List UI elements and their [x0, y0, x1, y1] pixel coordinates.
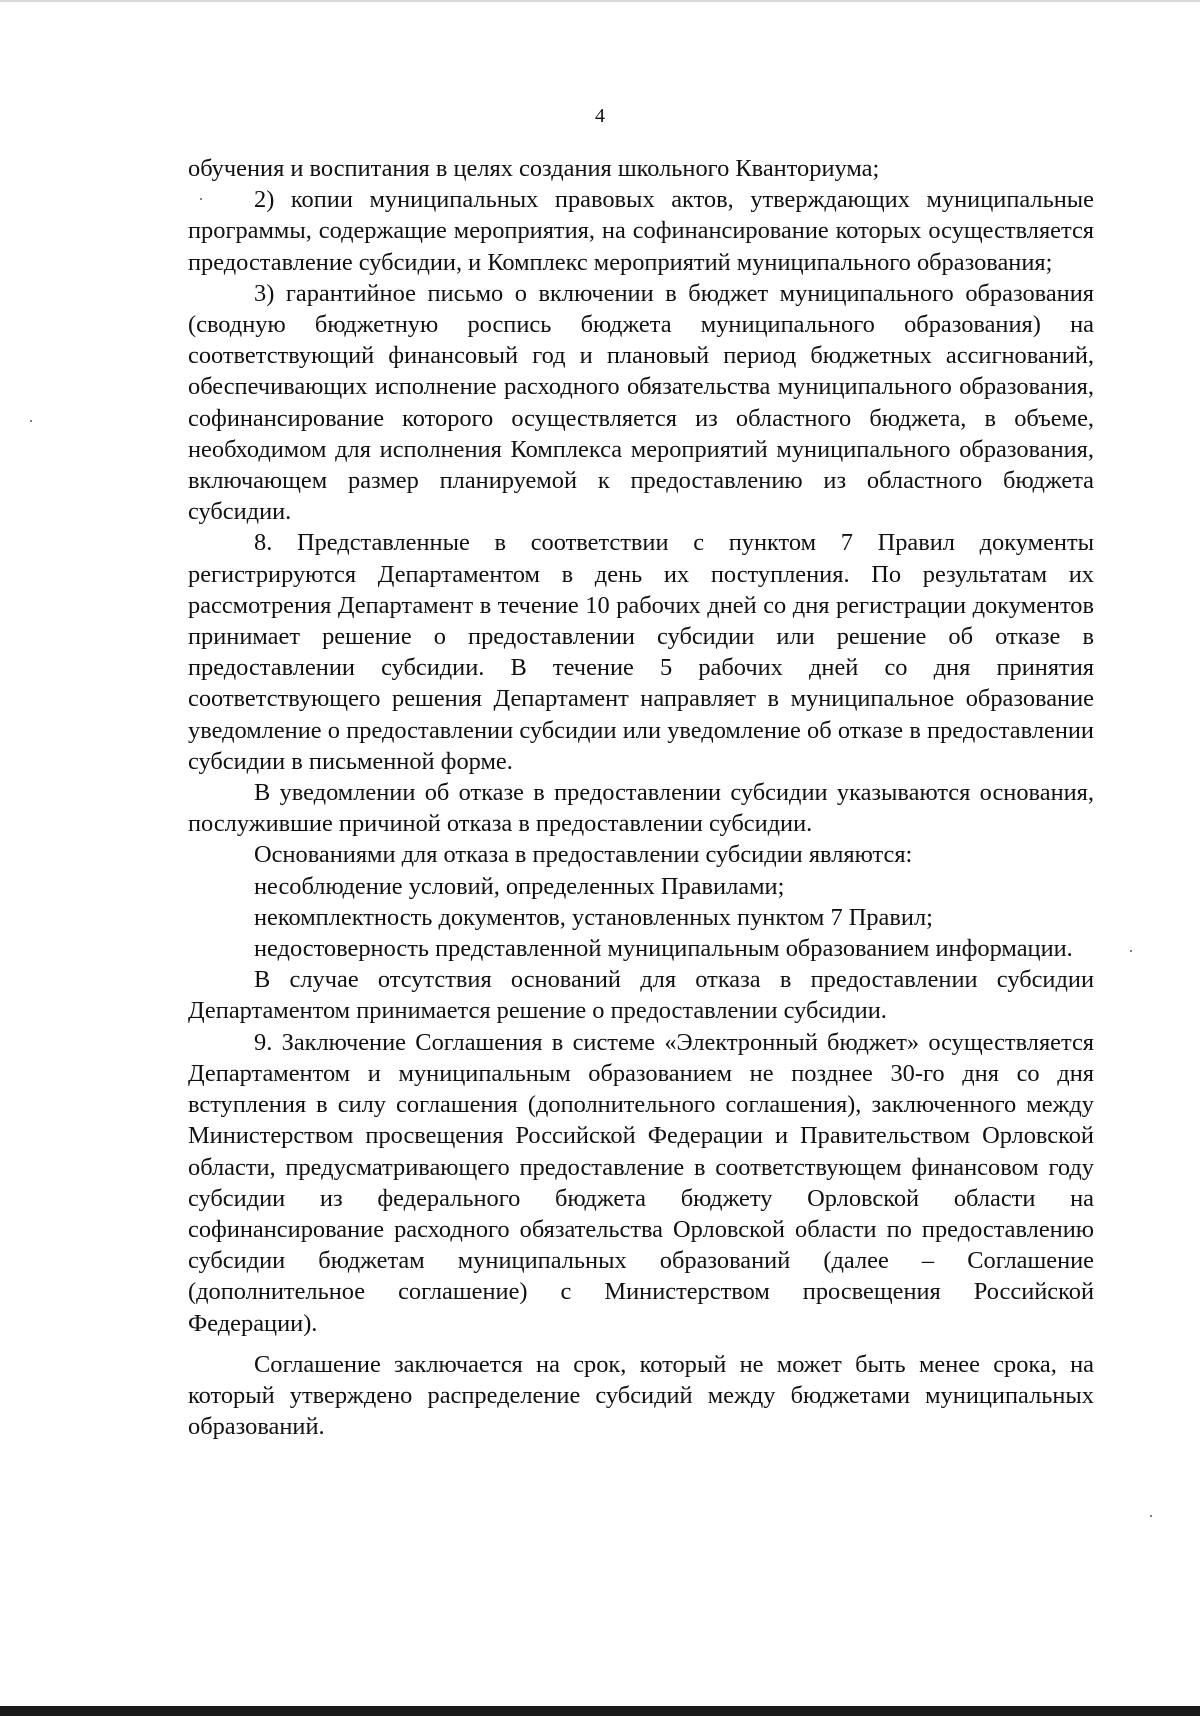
paragraph-ground-1: несоблюдение условий, определенных Правилами; [254, 872, 785, 900]
page-number: 4 [595, 105, 605, 127]
paragraph-refusal-grounds: Основаниями для отказа в предоставлении субсидии являются: [254, 841, 913, 869]
paragraph-ground-3: недостоверность представленной муниципальным образованием информации. [254, 935, 1073, 963]
paragraph-refusal-notice: В уведомлении об отказе в предоставлении субсидии указываются основания, послужившие причиной отказа в предоставлении субсидии. [188, 779, 1094, 838]
document-body [188, 153, 1094, 1442]
paragraph-ground-2: некомплектность документов, установленных пунктом 7 Правил; [254, 903, 933, 931]
scan-edge-bottom [0, 1706, 1200, 1716]
scan-speck [200, 198, 202, 200]
paragraph-clause-9: 9. Заключение Соглашения в системе «Электронный бюджет» осуществляется Департаментом и муниципальным образованием не позднее 30-го дня со дня вступления в силу соглашения (дополнительного соглашения), заключенного между Министерством просвещения Российской Федерации и Правительством Орловской области, предусматривающего предоставление в соответствующем финансовом году субсидии из федерального бюджета бюджету Орловской области на софинансирование расходного обязательства Орловской области по предоставлению субсидии бюджетам муниципальных образований (далее – Соглашение (дополнительное соглашение) с Министерством просвещения Российской Федерации). [188, 1028, 1094, 1337]
paragraph-clause-8: 8. Представленные в соответствии с пунктом 7 Правил документы регистрируются Департаментом в день их поступления. По результатам их рассмотрения Департамент в течение 10 рабочих дней со дня регистрации документов принимает решение о предоставлении субсидии или решение об отказе в предоставлении субсидии. В течение 5 рабочих дней со дня принятия соответствующего решения Департамент направляет в муниципальное образование уведомление о предоставлении субсидии или уведомление об отказе в предоставлении субсидии в письменной форме. [188, 529, 1094, 775]
scan-speck [1150, 1515, 1152, 1517]
scan-edge-top [0, 0, 1200, 2]
paragraph-approval: В случае отсутствия оснований для отказа в предоставлении субсидии Департаментом принимается решение о предоставлении субсидии. [188, 966, 1094, 1025]
paragraph-continuation: обучения и воспитания в целях создания школьного Кванториума; [188, 155, 880, 182]
paragraph-agreement-term: Соглашение заключается на срок, который не может быть менее срока, на который утверждено распределение субсидий между бюджетами муниципальных образований. [188, 1350, 1094, 1441]
scan-speck [1130, 950, 1132, 952]
scan-speck [30, 420, 32, 422]
paragraph-item-3: 3) гарантийное письмо о включении в бюджет муниципального образования (сводную бюджетную роспись бюджета муниципального образования) на соответствующий финансовый год и плановый период бюджетных ассигнований, обеспечивающих исполнение расходного обязательства муниципального образования, софинансирование которого осуществляется из областного бюджета, в объеме, необходимом для исполнения Комплекса мероприятий муниципального образования, включающем размер планируемой к предоставлению из областного бюджета субсидии. [188, 279, 1094, 526]
paragraph-item-2: 2) копии муниципальных правовых актов, утверждающих муниципальные программы, содержащие мероприятия, на софинансирование которых осуществляется предоставление субсидии, и Комплекс мероприятий муниципального образования; [188, 186, 1094, 276]
